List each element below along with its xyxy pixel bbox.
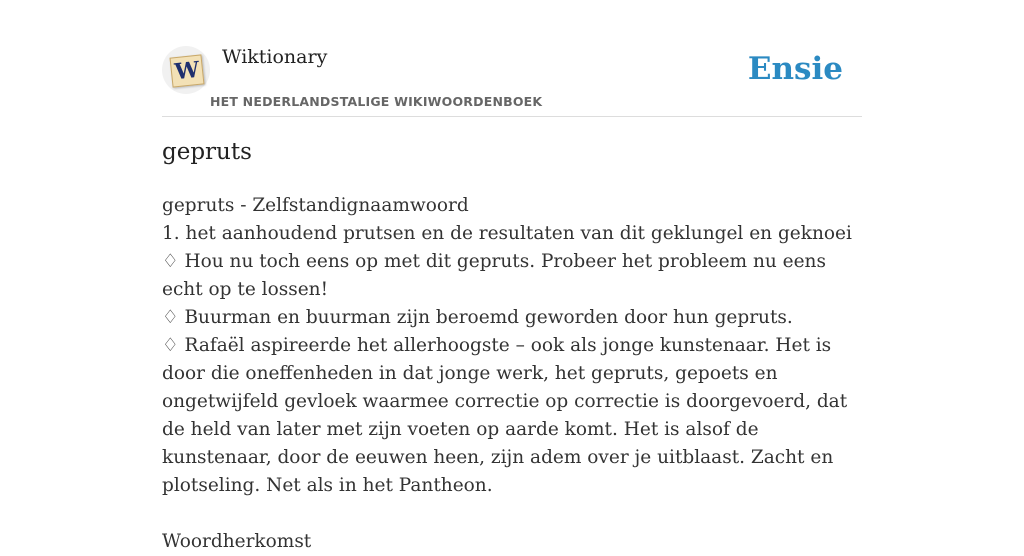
site-subtitle: HET NEDERLANDSTALIGE WIKIWOORDENBOEK (210, 94, 543, 109)
logo-tile (170, 54, 205, 87)
example-3: ♢ Rafaël aspireerde het allerhoogste – ook als jonge kunstenaar. Het is door die oneffenheden in dat jonge werk, het gepruts, gepoets en ongetwijfeld gevloek waarmee correctie op correctie is doorgevoerd, dat de held van later met zijn voeten op aarde komt. Het is alsof de kunstenaar, door de eeuwen heen, zijn adem over je uitblaast. Zacht en plotseling. Net als in het Pantheon. (162, 335, 848, 496)
entry-content (162, 192, 862, 556)
definition: 1. het aanhoudend prutsen en de resultaten van dit geklungel en geknoei (162, 223, 852, 244)
site-name[interactable]: Wiktionary (222, 46, 328, 68)
page-title: gepruts (162, 139, 252, 165)
paragraph-spacer (162, 500, 862, 528)
section-heading-etymology: Woordherkomst (162, 531, 312, 552)
example-1: ♢ Hou nu toch eens op met dit gepruts. Probeer het probleem nu eens echt op te lossen! (162, 251, 826, 300)
wiktionary-logo-icon[interactable] (162, 46, 210, 94)
logo-letter: W (173, 56, 201, 86)
page (162, 0, 862, 552)
example-2: ♢ Buurman en buurman zijn beroemd geworden door hun gepruts. (162, 307, 793, 328)
site-header (162, 0, 862, 117)
entry-heading: gepruts - Zelfstandignaamwoord (162, 195, 469, 216)
ensie-brand-link[interactable]: Ensie (747, 51, 843, 87)
